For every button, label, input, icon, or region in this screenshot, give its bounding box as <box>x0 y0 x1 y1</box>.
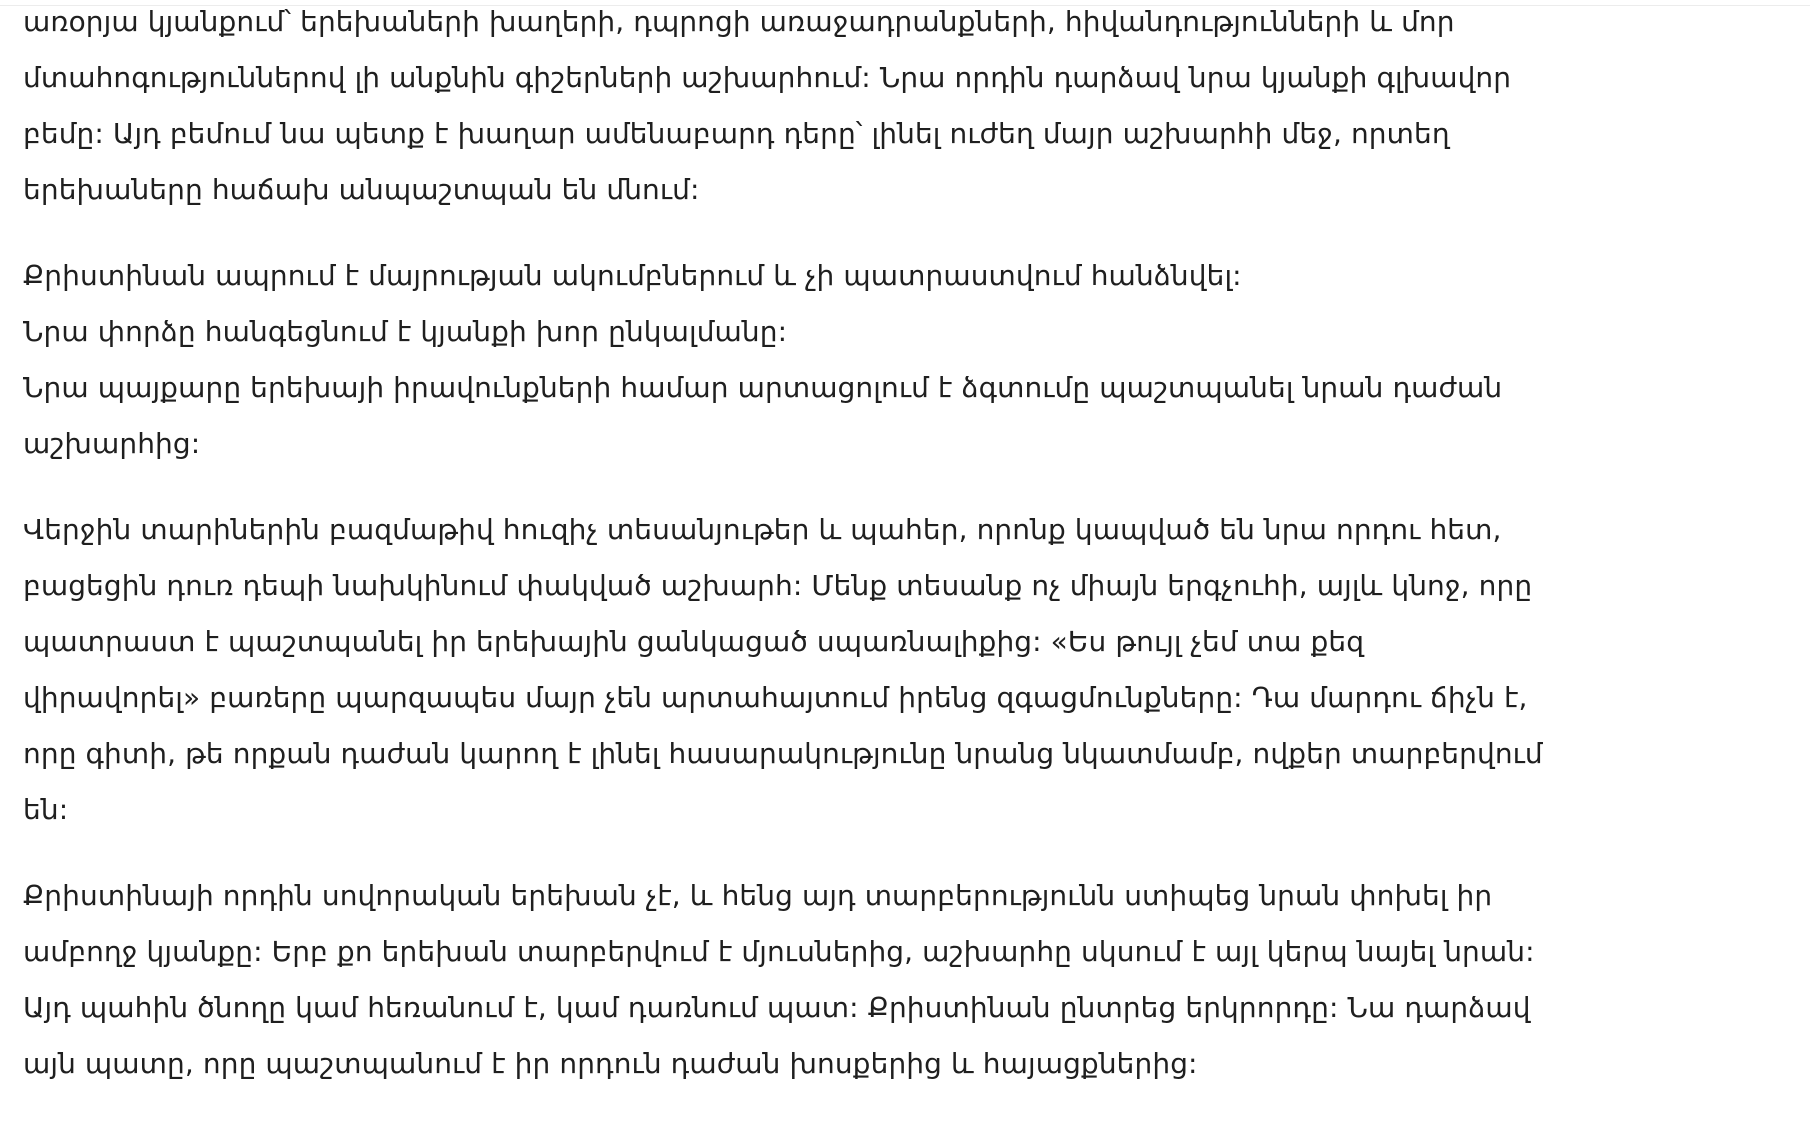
paragraph-line: բեմը: Այդ բեմում նա պետք է խաղար ամենաբարդ դերը՝ լինել ուժեղ մայր աշխարհի մեջ, որտեղ <box>23 117 1450 150</box>
article-body <box>23 0 1583 1122</box>
paragraph-line: մտահոգություններով լի անքնին գիշերների աշխարհում: Նրա որդին դարձավ նրա կյանքի գլխավոր <box>23 61 1512 94</box>
paragraph-1 <box>23 0 1583 218</box>
paragraph-line: վիրավորել» բառերը պարզապես մայր չեն արտահայտում իրենց զգացմունքները: Դա մարդու ճիչն է, <box>23 681 1528 714</box>
paragraph-line: բացեցին դուռ դեպի նախկինում փակված աշխարհ: Մենք տեսանք ոչ միայն երգչուհի, այլև կնոջ, որը <box>23 569 1533 602</box>
paragraph-line: Վերջին տարիներին բազմաթիվ հուզիչ տեսանյութեր և պահեր, որոնք կապված են նրա որդու հետ, <box>23 513 1502 546</box>
paragraph-4 <box>23 868 1583 1092</box>
paragraph-line: այն պատը, որը պաշտպանում է իր որդուն դաժան խոսքերից և հայացքներից: <box>23 1047 1198 1080</box>
paragraph-line: են: <box>23 793 69 826</box>
paragraph-3 <box>23 502 1583 838</box>
paragraph-line: աշխարհից: <box>23 427 201 460</box>
paragraph-line: ամբողջ կյանքը: Երբ քո երեխան տարբերվում է մյուսներից, աշխարհը սկսում է այլ կերպ նայել նրան: <box>23 935 1535 968</box>
paragraph-line: Այդ պահին ծնողը կամ հեռանում է, կամ դառնում պատ: Քրիստինան ընտրեց երկրորդը: Նա դարձավ <box>23 991 1531 1024</box>
paragraph-line: Քրիստինան ապրում է մայրության ակումբներում և չի պատրաստվում հանձնվել: <box>23 259 1242 292</box>
paragraph-line: երեխաները հաճախ անպաշտպան են մնում: <box>23 173 700 206</box>
paragraph-line: Քրիստինայի որդին սովորական երեխան չէ, և հենց այդ տարբերությունն ստիպեց նրան փոխել իր <box>23 879 1493 912</box>
paragraph-line: առօրյա կյանքում՝ երեխաների խաղերի, դպրոցի առաջադրանքների, հիվանդությունների և մոր <box>23 5 1455 38</box>
paragraph-line: որը գիտի, թե որքան դաժան կարող է լինել հասարակությունը նրանց նկատմամբ, ովքեր տարբերվում <box>23 737 1543 770</box>
paragraph-line: Նրա փորձը հանգեցնում է կյանքի խոր ընկալմանը: <box>23 315 788 348</box>
paragraph-line: պատրաստ է պաշտպանել իր երեխային ցանկացած սպառնալիքից: «Ես թույլ չեմ տա քեզ <box>23 625 1365 658</box>
paragraph-line: Նրա պայքարը երեխայի իրավունքների համար արտացոլում է ձգտումը պաշտպանել նրան դաժան <box>23 371 1503 404</box>
paragraph-2 <box>23 248 1583 472</box>
